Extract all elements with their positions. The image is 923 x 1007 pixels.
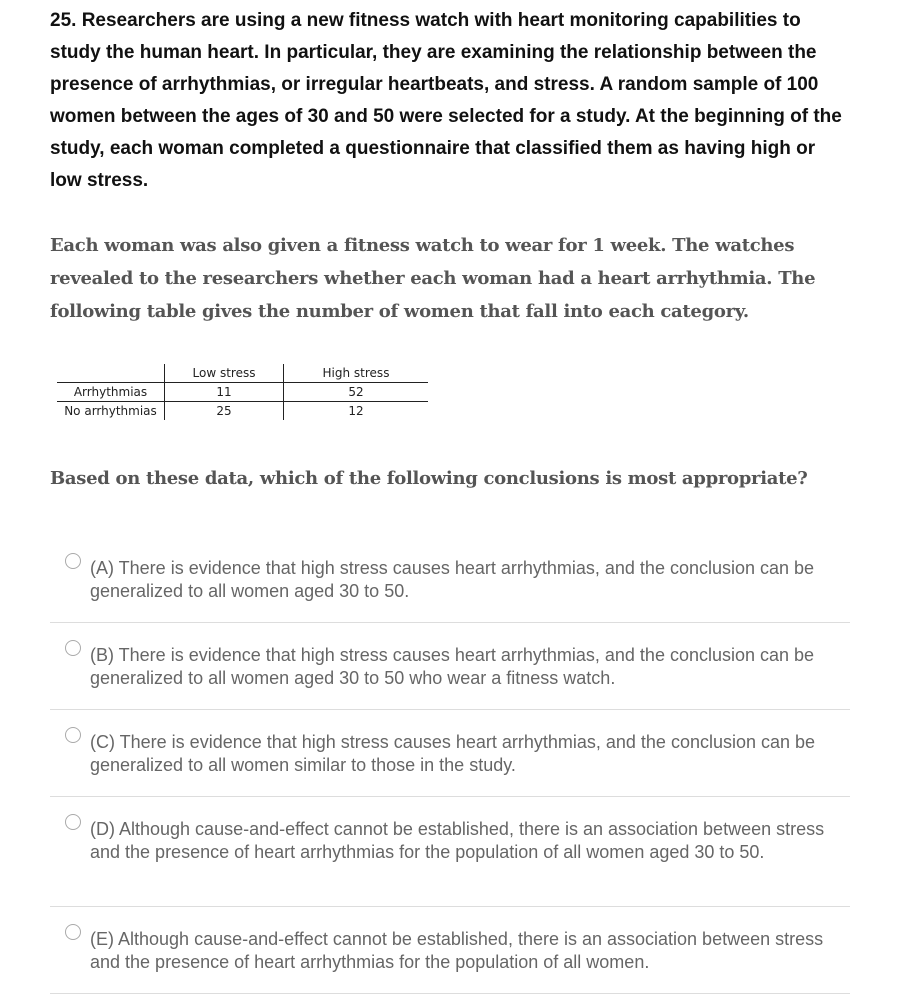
radio-button[interactable]	[65, 640, 81, 656]
table-header-cell	[57, 364, 165, 383]
option-text: (C) There is evidence that high stress causes heart arrhythmias, and the conclusion can be generalized to all women similar to those in the study.	[90, 732, 816, 775]
radio-button[interactable]	[65, 727, 81, 743]
option-text: (A) There is evidence that high stress causes heart arrhythmias, and the conclusion can be generalized to all women aged 30 to 50.	[90, 558, 815, 601]
data-table	[57, 364, 428, 420]
option-d[interactable]	[50, 797, 850, 907]
radio-button[interactable]	[65, 553, 81, 569]
option-text: (B) There is evidence that high stress causes heart arrhythmias, and the conclusion can be generalized to all women aged 30 to 50 who wear a fitness watch.	[90, 645, 815, 688]
table-header-row	[57, 364, 428, 383]
table-row	[57, 383, 428, 402]
question-text: 25. Researchers are using a new fitness watch with heart monitoring capabilities to study the human heart. In particular, they are examining the relationship between the presence of arrhythmias, or irregular heartbeats, and stress. A random sample of 100 women between the ages of 30 and 50 were selected for a study. At the beginning of the study, each woman completed a questionnaire that classified them as having high or low stress.	[50, 10, 842, 191]
table-cell: 11	[165, 383, 284, 402]
table-header-cell: Low stress	[165, 364, 284, 383]
radio-button[interactable]	[65, 814, 81, 830]
table-cell: 52	[284, 383, 429, 402]
radio-button[interactable]	[65, 924, 81, 940]
table-header-cell: High stress	[284, 364, 429, 383]
option-a[interactable]	[50, 540, 850, 623]
table-cell: 12	[348, 404, 364, 418]
option-c[interactable]	[50, 710, 850, 797]
table-cell: Arrhythmias	[57, 383, 165, 402]
option-text: (E) Although cause-and-effect cannot be established, there is an association between stress and the presence of heart arrhythmias for the population of all women.	[90, 929, 824, 972]
option-text: (D) Although cause-and-effect cannot be established, there is an association between stress and the presence of heart arrhythmias for the population of all women aged 30 to 50.	[90, 819, 825, 862]
context-paragraph: Each woman was also given a fitness watch to wear for 1 week. The watches revealed to the researchers whether each woman had a heart arrhythmia. The following table gives the number of women that fall into each category.	[50, 235, 816, 322]
table-cell: 25	[165, 402, 284, 421]
table-cell: No arrhythmias	[57, 402, 165, 421]
option-b[interactable]	[50, 623, 850, 710]
table-row	[57, 402, 428, 421]
option-e[interactable]	[50, 907, 850, 994]
question-prompt: Based on these data, which of the following conclusions is most appropriate?	[50, 468, 808, 489]
